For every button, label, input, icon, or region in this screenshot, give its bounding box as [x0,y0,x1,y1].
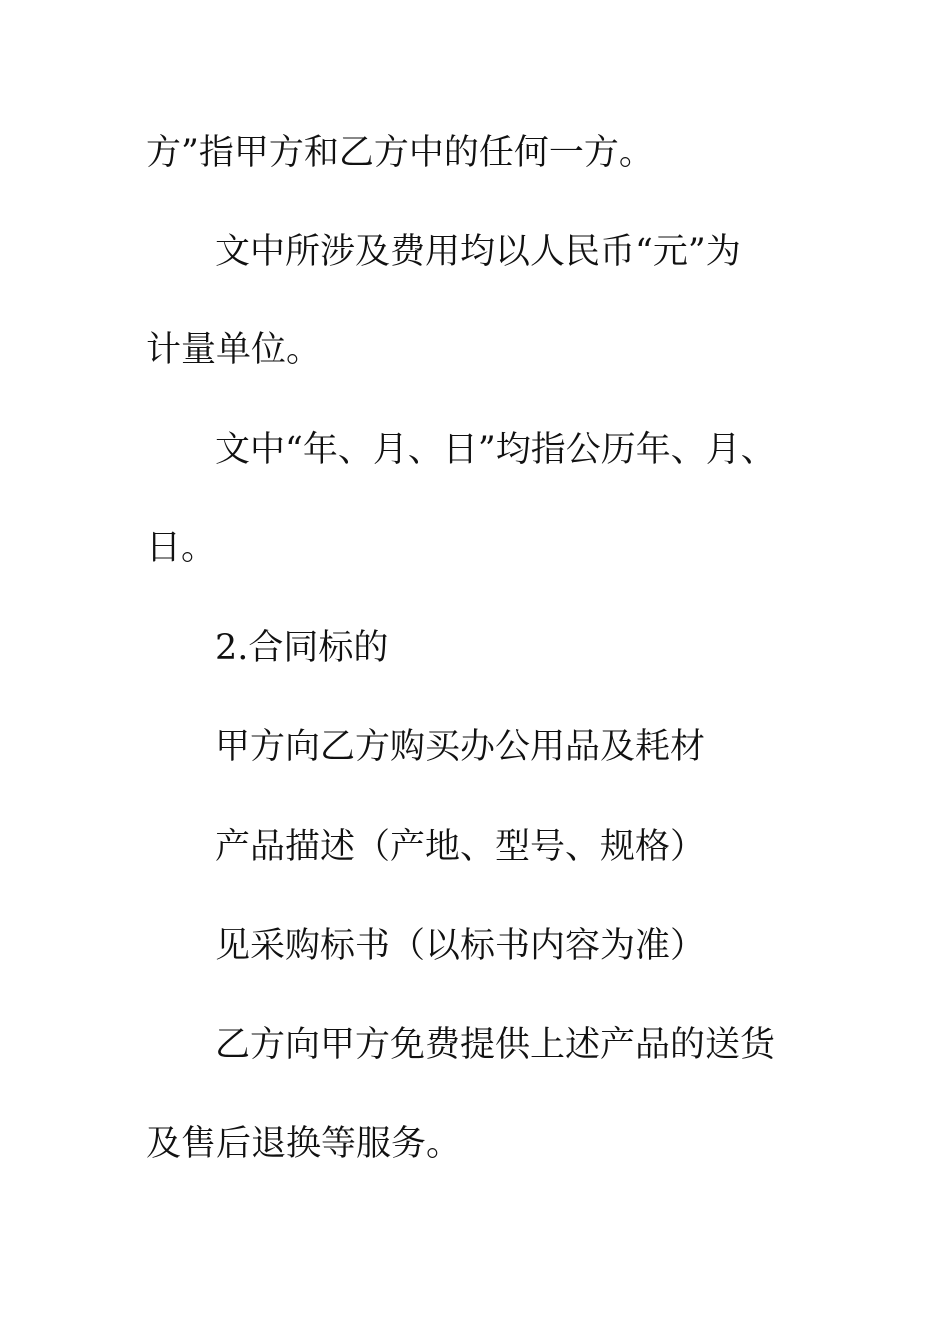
paragraph-line: 文中“年、月、日”均指公历年、月、 [215,430,776,470]
paragraph-line: 产品描述（产地、型号、规格） [215,827,706,867]
paragraph-line: 日。 [146,528,217,568]
paragraph-line: 及售后退换等服务。 [146,1124,462,1164]
paragraph-line: 方”指甲方和乙方中的任何一方。 [146,133,654,173]
paragraph-line: 文中所涉及费用均以人民币“元”为 [215,232,741,272]
paragraph-line: 甲方向乙方购买办公用品及耗材 [215,727,706,767]
paragraph-line: 乙方向甲方免费提供上述产品的送货 [215,1025,776,1065]
section-heading: 2.合同标的 [215,628,389,668]
paragraph-line: 计量单位。 [146,330,322,370]
paragraph-line: 见采购标书（以标书内容为准） [215,926,706,966]
